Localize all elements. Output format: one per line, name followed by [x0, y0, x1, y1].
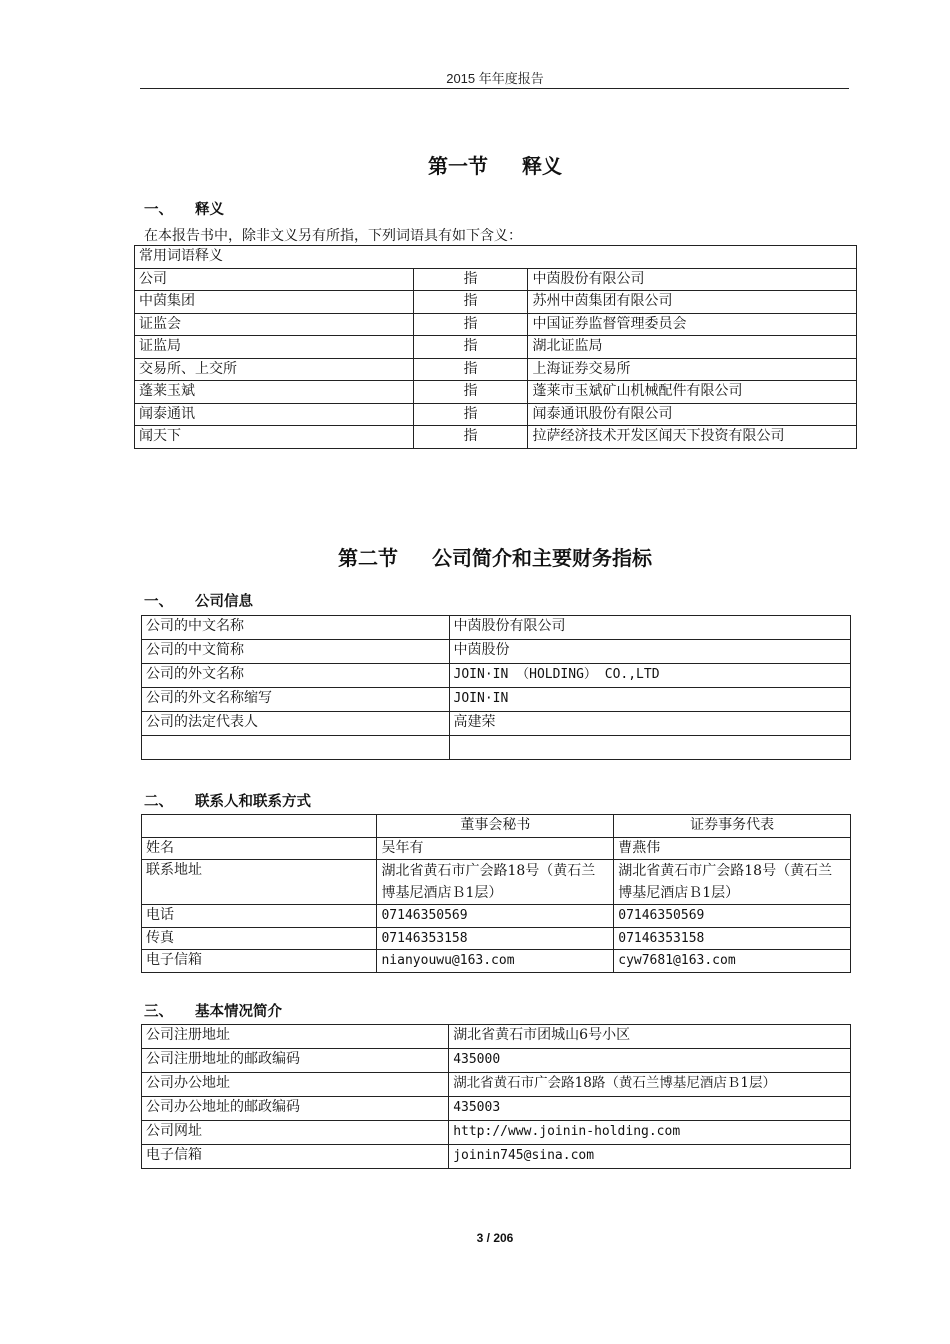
- table-row: [142, 815, 851, 838]
- table-row: [135, 246, 857, 269]
- section-2-number: 第二节: [338, 546, 398, 570]
- table-row: 公司注册地址的邮政编码 435000: [142, 1049, 851, 1073]
- website-value: http://www.joinin-holding.com: [449, 1121, 851, 1145]
- table-header-cell: 常用词语释义: [135, 246, 857, 269]
- table-row: 公司的中文名称 中茵股份有限公司: [142, 616, 851, 640]
- section-2-name: 公司简介和主要财务指标: [432, 546, 652, 570]
- company-info-heading: 一、 公司信息: [144, 594, 253, 610]
- company-info-table: [141, 615, 851, 760]
- definitions-table: [134, 245, 857, 449]
- header-rule: [140, 88, 849, 89]
- col-header-rep: 证券事务代表: [614, 815, 851, 838]
- section-1-name: 释义: [522, 154, 562, 178]
- table-row: 公司的外文名称 JOIN·IN （HOLDING） CO.,LTD: [142, 664, 851, 688]
- table-row: 公司注册地址 湖北省黄石市团城山6号小区: [142, 1025, 851, 1049]
- basic-info-table: [141, 1024, 851, 1169]
- email-secretary: nianyouwu@163.com: [377, 950, 614, 973]
- table-row: 传真 07146353158 07146353158: [142, 927, 851, 950]
- basic-info-heading: 三、 基本情况简介: [144, 1004, 282, 1020]
- table-row: 证监会 指 中国证券监督管理委员会: [135, 313, 857, 336]
- contacts-table: [141, 814, 851, 973]
- col-header-secretary: 董事会秘书: [377, 815, 614, 838]
- table-row: 公司网址 http://www.joinin-holding.com: [142, 1121, 851, 1145]
- table-row: 公司的法定代表人 高建荣: [142, 712, 851, 736]
- table-row: 联系地址 湖北省黄石市广会路18号（黄石兰博基尼酒店Ｂ1层） 湖北省黄石市广会路18号（黄石兰博基尼酒店Ｂ1层）: [142, 860, 851, 905]
- table-row: 公司办公地址 湖北省黄石市广会路18路（黄石兰博基尼酒店Ｂ1层）: [142, 1073, 851, 1097]
- table-row: 电子信箱 joinin745@sina.com: [142, 1145, 851, 1169]
- table-row: 蓬莱玉斌 指 蓬莱市玉斌矿山机械配件有限公司: [135, 381, 857, 404]
- email-rep: cyw7681@163.com: [614, 950, 851, 973]
- table-row: 电子信箱 nianyouwu@163.com cyw7681@163.com: [142, 950, 851, 973]
- table-row: 姓名 吴年有 曹燕伟: [142, 837, 851, 860]
- table-row: 公司 指 中茵股份有限公司: [135, 268, 857, 291]
- table-row: 闻天下 指 拉萨经济技术开发区闻天下投资有限公司: [135, 426, 857, 449]
- table-row: 证监局 指 湖北证监局: [135, 336, 857, 359]
- contacts-heading: 二、 联系人和联系方式: [144, 794, 311, 810]
- definitions-intro: 在本报告书中，除非文义另有所指，下列词语具有如下含义：: [144, 228, 522, 244]
- definitions-heading: 一、 释义: [144, 202, 224, 218]
- table-row: 公司的中文简称 中茵股份: [142, 640, 851, 664]
- page-number: 3 / 206: [476, 1231, 514, 1245]
- running-header: 2015 年年度报告: [446, 71, 544, 86]
- table-row: 公司办公地址的邮政编码 435003: [142, 1097, 851, 1121]
- table-row: 公司的外文名称缩写 JOIN·IN: [142, 688, 851, 712]
- section-1-title: [0, 150, 950, 179]
- table-row: 闻泰通讯 指 闻泰通讯股份有限公司: [135, 403, 857, 426]
- section-1-number: 第一节: [428, 154, 488, 178]
- table-row: 电话 07146350569 07146350569: [142, 905, 851, 928]
- email-value: joinin745@sina.com: [449, 1145, 851, 1169]
- section-2-title: [0, 542, 950, 571]
- table-row: [142, 736, 851, 760]
- table-row: 交易所、上交所 指 上海证券交易所: [135, 358, 857, 381]
- table-row: 中茵集团 指 苏州中茵集团有限公司: [135, 291, 857, 314]
